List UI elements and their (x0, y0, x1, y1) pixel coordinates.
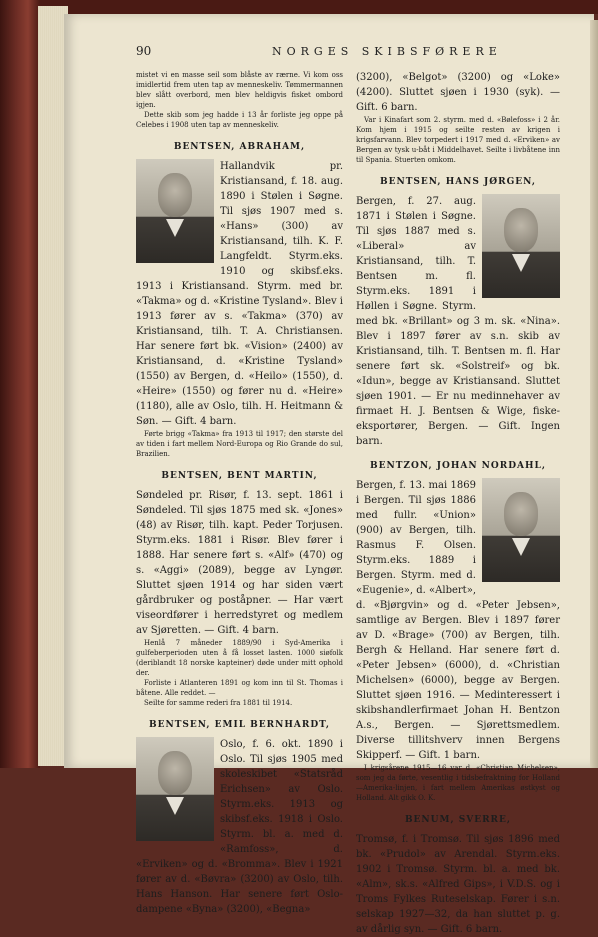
book-spine (0, 0, 40, 768)
page-header (72, 44, 562, 62)
entry-name: BENTSEN, HANS JØRGEN, (380, 177, 536, 187)
portrait-photo (482, 194, 560, 298)
entry-text: Søndeled pr. Risør, f. 13. sept. 1861 i Søndeled. Til sjøs 1875 med sk. «Jones» (48) av Risør, tilh. kapt. Peder Torjusen. Styrm.eks. 1881 i Risør. Blev fører i 1888. Har senere ført s. «Alf» (470) og s. «Aggi» (2089), begge av Lyngør. Sluttet sjøen 1914 og har siden vært gårdbruker og poståpner. — Har vært viseordfører i herredstyret og medlem av Sjøretten. — Gift. 4 barn. (136, 490, 343, 636)
entry-note: Førte brigg «Takma» fra 1913 til 1917; den største del av tiden i fart mellem Nord-Europa og Rio Grande do sul, Brazilien. (136, 430, 343, 458)
entry-name: BENTSEN, EMIL BERNHARDT, (149, 720, 330, 730)
intro-paragraph: mistet vi en masse seil som blåste av rærne. Vi kom oss imidlertid frem uten tap av menneskeliv. Tømmermannen blev slått overbord, men blev heldigvis fisket ombord igjen. (136, 71, 343, 109)
entry-text: Hallandvik pr. Kristiansand, f. 18. aug. 1890 i Stølen i Søgne. Til sjøs 1907 med s. «Hans» (300) av Kristiansand, tilh. K. F. Langfeldt. Styrm.eks. 1910 og skibsf.eks. 1913 i Kristiansand. Styrm. med br. «Takma» og d. «Kristine Tysland». Blev i 1913 fører av s. «Takma» (370) av Kristiansand, tilh. T. A. Christiansen. Har senere ført bk. «Vision» (2400) av Kristiansand, d. «Kristine Tysland» (1550) av Bergen, d. «Heilo» (1550), d. «Heire» (1550) og fører nu d. «Heire» (1180), alle av Oslo, tilh. H. Heitmann & Søn. — Gift. 4 barn. (136, 161, 344, 427)
entry-name: BENTSEN, ABRAHAM, (173, 142, 306, 152)
intro-paragraph: Dette skib som jeg hadde i 13 år forliste jeg oppe på Celebes i 1908 uten tap av menneskeliv. (136, 111, 343, 129)
portrait-photo (136, 159, 214, 263)
entry-text: Bergen, f. 27. aug. 1871 i Stølen i Søgne. Til sjøs 1887 med s. «Liberal» av Kristiansand, tilh. T. Bentsen m. fl. Styrm.eks. 1891 i Høllen i Søgne. Styrm. med bk. «Brillant» og 3 m. sk. «Nina». Blev i 1897 fører av s.n. skib av Kristiansand, tilh. T. Bentsen m. fl. Har senere ført sk. «Solstreif» og bk. «Idun», begge av Kristiansand. Sluttet sjøen 1901. — Er nu medinnehaver av firmaet H. J. Bentsen & Wige, fiske-eksportører, Bergen. — Gift. Ingen barn. (356, 196, 560, 447)
page-number: 90 (136, 44, 152, 58)
entry-text: (3200), «Belgot» (3200) og «Loke» (4200). Sluttet sjøen i 1930 (syk). — Gift. 6 barn. (356, 72, 560, 113)
entry-note: Seilte for samme rederi fra 1881 til 1914. (144, 699, 293, 707)
left-column (136, 70, 343, 917)
running-title: NORGES SKIBSFØRERE (272, 45, 502, 58)
entry-note: I krigsårene 1915—16 var d. «Christian Michelsen», som jeg da førte, vesentlig i tidsbefraktning for Holland—Amerika-linjen, i fart mellem Amerikas østkyst og Holland. Alt gikk O. K. (356, 764, 560, 802)
portrait-photo (482, 478, 560, 582)
entry-name: BENUM, SVERRE, (404, 815, 512, 825)
entry-note: Henlå 7 måneder 1889/90 i Syd-Amerika i gulfeberperioden uten å få losset lasten. 1000 siøfolk (deriblandt 18 norske kapteiner) døde under mitt ophold der. (136, 639, 343, 677)
entry-note: Forliste i Atlanteren 1891 og kom inn til St. Thomas i båtene. Alle reddet. — (136, 679, 343, 697)
right-column (356, 70, 560, 937)
entry-text: Bergen, f. 13. mai 1869 i Bergen. Til sjøs 1886 med fullr. «Union» (900) av Bergen, tilh. Rasmus F. Olsen. Styrm.eks. 1889 i Bergen. Styrm. med d. «Eugenie», d. «Albert», d. «Bjørgvin» og d. «Peter Jebsen», samtlige av Bergen. Blev i 1897 fører av D. «Brage» (700) av Bergen, tilh. Bergh & Helland. Har senere ført d. «Peter Jebsen» (6000), d. «Christian Michelsen» (6000), begge av Bergen. Sluttet sjøen 1916. — Medinteressert i skibshandlerfirmaet Johan H. Bentzon A.s., Bergen. — Sjørettsmedlem. Diverse tillitshverv innen Bergens Skipperf. — Gift. 1 barn. (356, 480, 560, 761)
entry-note: Var i Kinafart som 2. styrm. med d. «Bølefoss» i 2 år. Kom hjem i 1915 og seilte resten av krigen i krigsfarvann. Blev torpedert i 1917 med d. «Erviken» av Bergen av tysk u-båt i Middelhavet. Seilte i livbåtene inn til Spania. Stuerten omkom. (356, 116, 560, 164)
book-cover-top (0, 0, 598, 14)
portrait-photo (136, 737, 214, 841)
entry-text: Tromsø, f. i Tromsø. Til sjøs 1896 med bk. «Prudol» av Arendal. Styrm.eks. 1902 i Tromsø. Styrm. bl. a. med bk. «Alm», sk.s. «Alfred Gips», i V.D.S. og i Troms Fylkes Ruteselskap. Fører i s.n. selskap 1927—32, da han sluttet p. g. av dårlig syn. — Gift. 6 barn. (356, 834, 560, 935)
entry-text: Oslo, f. 6. okt. 1890 i Oslo. Til sjøs 1905 med skoleskibet «Statsråd Erichsen» av Oslo. Styrm.eks. 1913 og skibsf.eks. 1918 i Oslo. Styrm. bl. a. med d. «Ramfoss», d. «Erviken» og d. «Bromma». Blev i 1921 fører av d. «Bøvra» (3200) av Oslo, tilh. Hans Hanson. Har senere ført Oslo-dampene «Byna» (3200), «Begna» (136, 739, 343, 915)
entry-name: BENTZON, JOHAN NORDAHL, (370, 461, 546, 471)
page-right-edge (590, 20, 598, 768)
entry-name: BENTSEN, BENT MARTIN, (161, 471, 318, 481)
